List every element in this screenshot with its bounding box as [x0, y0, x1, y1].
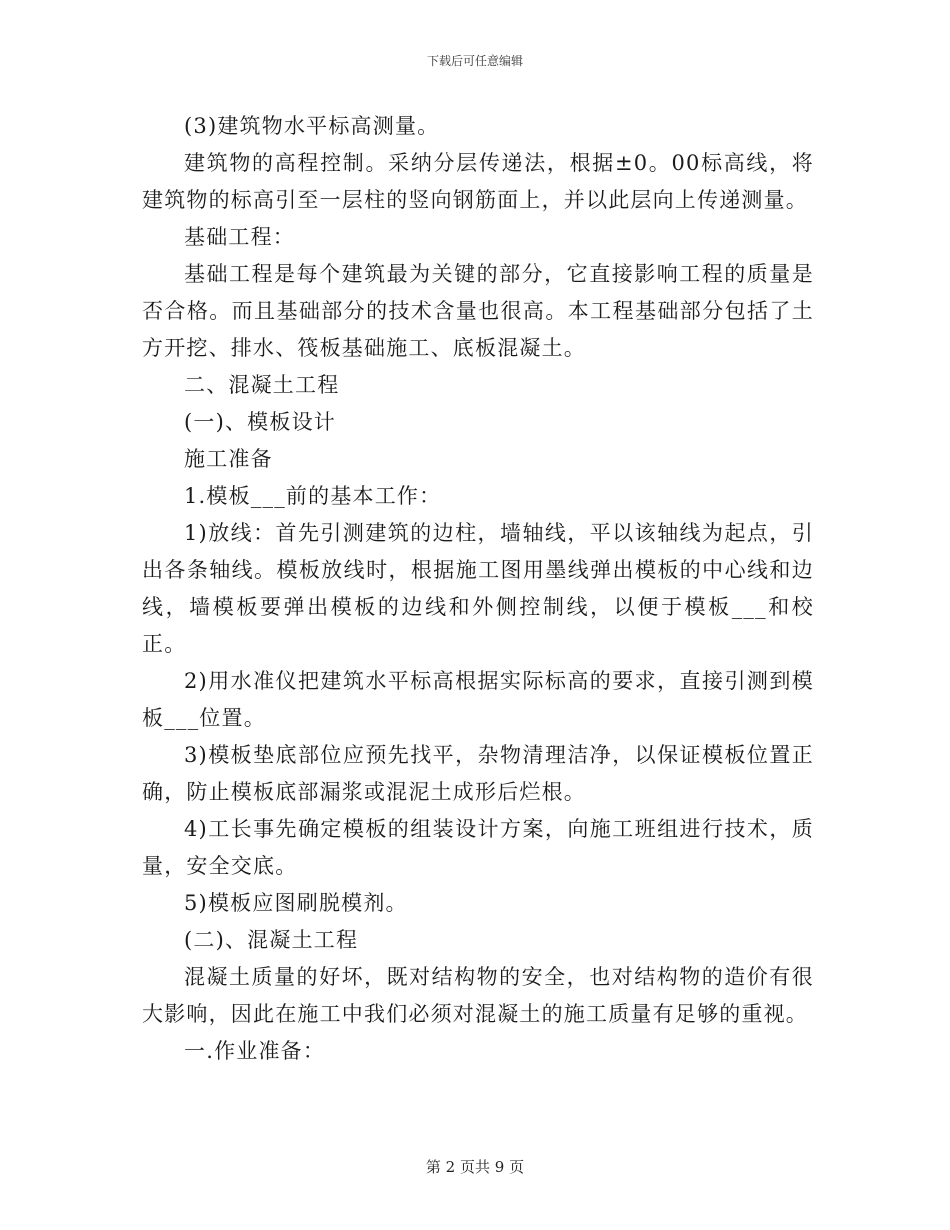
paragraph-item-4-assembly-plan: 4)工长事先确定模板的组装设计方案，向施工班组进行技术，质量，安全交底。	[142, 817, 814, 878]
page-footer: 第 2 页共 9 页	[425, 1158, 525, 1176]
paragraph-heading-concrete-section: (二)、混凝土工程	[184, 928, 359, 952]
paragraph-concrete-quality: 混凝土质量的好坏，既对结构物的安全，也对结构物的造价有很大影响，因此在施工中我们必须对混凝土的施工质量有足够的重视。	[142, 965, 814, 1026]
paragraph-heading-preparation: 施工准备	[184, 447, 273, 471]
paragraph-formwork-basic-work: 1.模板___前的基本工作：	[184, 484, 442, 508]
paragraph-item-3-base-leveling: 3)模板垫底部位应预先找平，杂物清理洁净，以保证模板位置正确，防止模板底部漏浆或混泥土成形后烂根。	[142, 743, 814, 804]
paragraph-heading-foundation: 基础工程：	[184, 225, 295, 249]
paragraph-heading-formwork-design: (一)、模板设计	[184, 410, 336, 434]
paragraph-item-5-release-agent: 5)模板应图刷脱模剂。	[184, 891, 408, 915]
paragraph-foundation-description: 基础工程是每个建筑最为关键的部分，它直接影响工程的质量是否合格。而且基础部分的技术含量也很高。本工程基础部分包括了土方开挖、排水、筏板基础施工、底板混凝土。	[142, 262, 814, 360]
paragraph-item-2-level: 2)用水准仪把建筑水平标高根据实际标高的要求，直接引测到模板___位置。	[142, 669, 814, 730]
paragraph-elevation-control: 建筑物的高程控制。采纳分层传递法，根据±0。00标高线，将建筑物的标高引至一层柱的竖向钢筋面上，并以此层向上传递测量。	[142, 151, 814, 212]
paragraph-heading-work-preparation: 一.作业准备：	[184, 1039, 326, 1063]
paragraph-item-1-setting-out: 1)放线：首先引测建筑的边柱，墙轴线，平以该轴线为起点，引出各条轴线。模板放线时，根据施工图用墨线弹出模板的中心线和边线，墙模板要弹出模板的边线和外侧控制线，以便于模板___和校正。	[142, 521, 814, 656]
page-header: 下载后可任意编辑	[426, 54, 523, 68]
document-body	[142, 108, 814, 1070]
paragraph-heading-concrete-works: 二、混凝土工程	[184, 373, 340, 397]
paragraph-heading-level-measurement: (3)建筑物水平标高测量。	[184, 114, 440, 138]
